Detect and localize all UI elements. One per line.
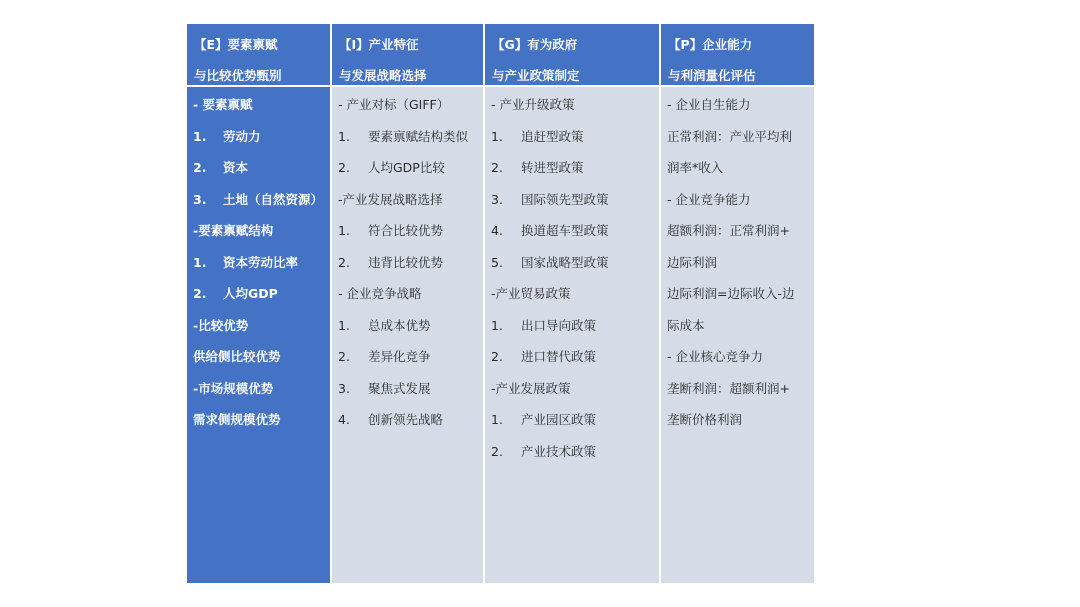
item-text: 出口导向政策 — [521, 317, 597, 333]
list-item — [667, 348, 763, 366]
item-number: 2. — [491, 349, 503, 364]
column-industry — [332, 24, 483, 583]
item-number: 2. — [338, 349, 350, 364]
numbered-list-item — [338, 159, 445, 177]
header-subtitle: 与利润量化评估 — [668, 68, 756, 83]
column-body — [332, 87, 483, 583]
list-item — [193, 411, 281, 429]
column-body — [485, 87, 659, 583]
item-text: 土地（自然资源） — [223, 191, 324, 207]
column-header — [485, 24, 659, 85]
column-header — [661, 24, 814, 85]
column-endowment — [187, 24, 330, 583]
item-text: -产业发展战略选择 — [338, 191, 443, 207]
list-item — [667, 128, 792, 146]
item-text: -要素禀赋结构 — [193, 223, 274, 238]
item-text: 劳动力 — [223, 128, 261, 144]
numbered-list-item — [193, 254, 298, 272]
header-title: 【G】有为政府 — [492, 37, 578, 52]
list-item — [667, 285, 795, 303]
item-number: 1. — [338, 223, 350, 238]
header-title: 【E】要素禀赋 — [194, 37, 278, 52]
item-text: - 产业对标（GIFF） — [338, 97, 450, 112]
list-item — [193, 96, 253, 114]
header-title: 【I】产业特征 — [339, 37, 419, 52]
list-item — [667, 96, 750, 114]
four-column-table — [187, 24, 814, 583]
list-item — [667, 222, 790, 240]
item-text: 垄断价格利润 — [667, 412, 743, 427]
numbered-list-item — [491, 411, 596, 429]
item-number: 1. — [491, 317, 503, 333]
item-number: 1. — [491, 128, 503, 144]
numbered-list-item — [193, 285, 278, 303]
list-item — [193, 348, 281, 366]
item-text: 供给侧比较优势 — [193, 349, 281, 364]
item-text: 违背比较优势 — [368, 254, 444, 270]
item-text: 边际利润 — [667, 254, 718, 270]
item-text: 转进型政策 — [521, 160, 584, 175]
item-number: 4. — [491, 223, 503, 238]
list-item — [193, 380, 273, 398]
column-body — [187, 87, 330, 583]
item-text: 产业园区政策 — [521, 412, 597, 427]
item-number: 1. — [193, 128, 207, 144]
item-text: 国家战略型政策 — [521, 254, 609, 270]
numbered-list-item — [193, 159, 248, 177]
item-number: 2. — [338, 254, 350, 270]
item-text: 总成本优势 — [368, 317, 431, 333]
numbered-list-item — [193, 191, 323, 209]
item-text: 垄断利润：超额利润+ — [667, 380, 790, 396]
item-text: 创新领先战略 — [368, 412, 444, 427]
item-text: 资本 — [223, 160, 249, 175]
item-text: 际成本 — [667, 317, 705, 333]
item-text: 进口替代政策 — [521, 349, 597, 364]
column-profit — [661, 24, 814, 583]
item-number: 1. — [491, 412, 503, 427]
item-text: 聚焦式发展 — [368, 380, 431, 396]
item-text: - 产业升级政策 — [491, 97, 575, 112]
item-text: 人均GDP比较 — [368, 160, 445, 175]
item-text: -市场规模优势 — [193, 380, 274, 396]
numbered-list-item — [338, 380, 431, 398]
item-text: 正常利润：产业平均利 — [667, 128, 793, 144]
item-number: 2. — [338, 160, 350, 175]
numbered-list-item — [491, 348, 596, 366]
item-number: 2. — [193, 160, 207, 175]
item-text: 边际利润=边际收入-边 — [667, 286, 795, 301]
item-number: 5. — [491, 254, 503, 270]
header-subtitle: 与比较优势甄别 — [194, 68, 282, 83]
item-text: 超额利润：正常利润+ — [667, 223, 790, 238]
list-item — [667, 317, 705, 335]
list-item — [338, 285, 421, 303]
numbered-list-item — [338, 254, 443, 272]
column-body — [661, 87, 814, 583]
item-text: 追赶型政策 — [521, 128, 584, 144]
numbered-list-item — [193, 128, 261, 146]
numbered-list-item — [491, 443, 596, 461]
numbered-list-item — [491, 191, 609, 209]
item-text: 差异化竞争 — [368, 349, 431, 364]
list-item — [491, 96, 574, 114]
list-item — [667, 254, 717, 272]
numbered-list-item — [338, 317, 431, 335]
list-item — [667, 191, 750, 209]
numbered-list-item — [338, 222, 443, 240]
item-text: -产业发展政策 — [491, 380, 571, 396]
numbered-list-item — [491, 128, 584, 146]
list-item — [193, 222, 273, 240]
item-number: 4. — [338, 412, 350, 427]
list-item — [193, 317, 248, 335]
column-header — [187, 24, 330, 85]
item-number: 3. — [491, 191, 503, 207]
item-text: 换道超车型政策 — [521, 223, 609, 238]
item-text: - 企业竞争能力 — [667, 191, 751, 207]
header-title: 【P】企业能力 — [668, 37, 753, 52]
item-text: - 企业自生能力 — [667, 97, 751, 112]
item-number: 3. — [193, 191, 207, 207]
item-number: 2. — [491, 443, 503, 459]
item-text: - 企业竞争战略 — [338, 286, 422, 301]
list-item — [338, 191, 443, 209]
item-text: 要素禀赋结构类似 — [368, 128, 469, 144]
list-item — [338, 96, 449, 114]
item-number: 1. — [338, 128, 350, 144]
item-number: 2. — [491, 160, 503, 175]
item-text: 国际领先型政策 — [521, 191, 609, 207]
item-number: 3. — [338, 380, 350, 396]
item-text: 资本劳动比率 — [223, 254, 299, 270]
numbered-list-item — [338, 348, 431, 366]
column-government — [485, 24, 659, 583]
numbered-list-item — [491, 254, 609, 272]
list-item — [491, 285, 571, 303]
header-subtitle: 与产业政策制定 — [492, 68, 580, 83]
numbered-list-item — [491, 222, 609, 240]
item-text: 润率*收入 — [667, 160, 724, 175]
item-text: 人均GDP — [223, 286, 278, 301]
column-header — [332, 24, 483, 85]
item-text: 需求侧规模优势 — [193, 412, 281, 427]
item-text: -产业贸易政策 — [491, 286, 571, 301]
header-subtitle: 与发展战略选择 — [339, 68, 427, 83]
numbered-list-item — [338, 411, 443, 429]
item-number: 2. — [193, 286, 207, 301]
item-number: 1. — [338, 317, 350, 333]
numbered-list-item — [491, 159, 584, 177]
item-text: 符合比较优势 — [368, 223, 444, 238]
list-item — [667, 411, 742, 429]
item-text: 产业技术政策 — [521, 443, 597, 459]
item-text: - 要素禀赋 — [193, 97, 253, 112]
list-item — [491, 380, 571, 398]
item-text: - 企业核心竞争力 — [667, 349, 763, 364]
numbered-list-item — [491, 317, 596, 335]
item-text: -比较优势 — [193, 317, 249, 333]
numbered-list-item — [338, 128, 468, 146]
list-item — [667, 159, 723, 177]
item-number: 1. — [193, 254, 207, 270]
list-item — [667, 380, 790, 398]
